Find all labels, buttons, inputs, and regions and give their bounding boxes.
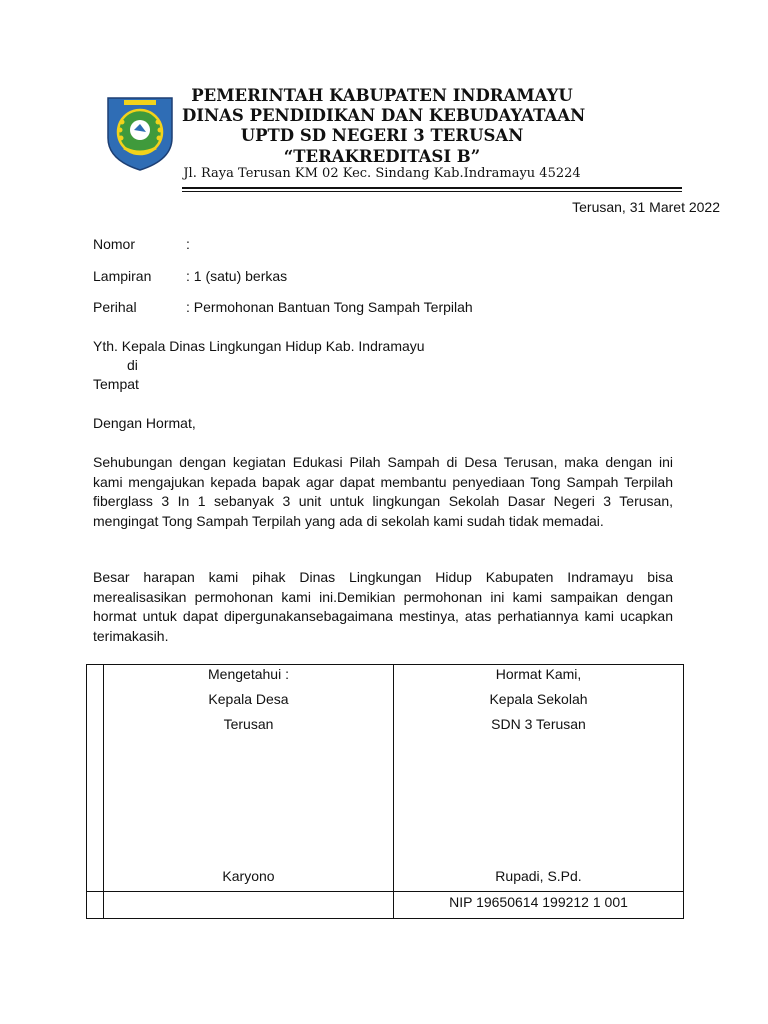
meta-value: : 1 (satu) berkas bbox=[186, 268, 288, 284]
left-sign-village: Terusan bbox=[223, 716, 274, 732]
meta-key: Nomor bbox=[93, 236, 136, 252]
meta-value: : Permohonan Bantuan Tong Sampah Terpilah bbox=[186, 299, 473, 315]
table-row-divider bbox=[87, 891, 683, 892]
body-paragraph-1: Sehubungan dengan kegiatan Edukasi Pilah Sampah di Desa Terusan, maka dengan ini kami mengajukan kepada bapak agar dapat membantu penyediaan Tong Sampah Terpilah fiberglass 3 In 1 sebanyak 3 unit untuk lingkungan Sekolah Dasar Negeri 3 Terusan, mengingat Tong Sampah Terpilah yang ada di sekolah kami sudah tidak memadai. bbox=[93, 454, 673, 529]
recipient-di: di bbox=[127, 357, 138, 373]
letterhead-school: UPTD SD NEGERI 3 TERUSAN bbox=[240, 126, 524, 145]
salutation: Dengan Hormat, bbox=[93, 415, 196, 431]
body-paragraph-2: Besar harapan kami pihak Dinas Lingkungan Hidup Kabupaten Indramayu bisa merealisasikan permohonan kami ini.Demikian permohonan ini kami sampaikan dengan hormat untuk dapat dipergunakansebagaimana mestinya, atas perhatiannya kami ucapkan terimakasih. bbox=[93, 569, 673, 644]
letterhead-government: PEMERINTAH KABUPATEN INDRAMAYU bbox=[191, 86, 573, 105]
right-sign-name: Rupadi, S.Pd. bbox=[495, 868, 582, 884]
meta-value: : bbox=[186, 236, 190, 252]
left-sign-name: Karyono bbox=[222, 868, 275, 884]
letterhead-divider-thick bbox=[182, 187, 682, 189]
right-sign-school: SDN 3 Terusan bbox=[491, 716, 586, 732]
indramayu-regency-emblem-icon bbox=[106, 94, 174, 172]
letterhead-accreditation: “TERAKREDITASI B” bbox=[283, 147, 481, 166]
letterhead-agency: DINAS PENDIDIKAN DAN KEBUDAYATAAN bbox=[182, 106, 586, 125]
letterhead-divider-thin bbox=[182, 191, 682, 192]
recipient-place: Tempat bbox=[93, 376, 139, 392]
meta-key: Lampiran bbox=[93, 268, 152, 284]
right-sign-nip: NIP 19650614 199212 1 001 bbox=[449, 894, 628, 910]
recipient-title: Yth. Kepala Dinas Lingkungan Hidup Kab. Indramayu bbox=[93, 338, 425, 354]
signature-table bbox=[86, 664, 684, 919]
letterhead-address: Jl. Raya Terusan KM 02 Kec. Sindang Kab.Indramayu 45224 bbox=[183, 166, 581, 181]
letterhead bbox=[182, 86, 586, 181]
letter-date: Terusan, 31 Maret 2022 bbox=[572, 199, 720, 215]
meta-key: Perihal bbox=[93, 299, 137, 315]
right-sign-position: Kepala Sekolah bbox=[489, 691, 588, 707]
left-sign-heading: Mengetahui : bbox=[208, 666, 289, 682]
left-sign-position: Kepala Desa bbox=[208, 691, 289, 707]
right-sign-heading: Hormat Kami, bbox=[495, 666, 582, 682]
